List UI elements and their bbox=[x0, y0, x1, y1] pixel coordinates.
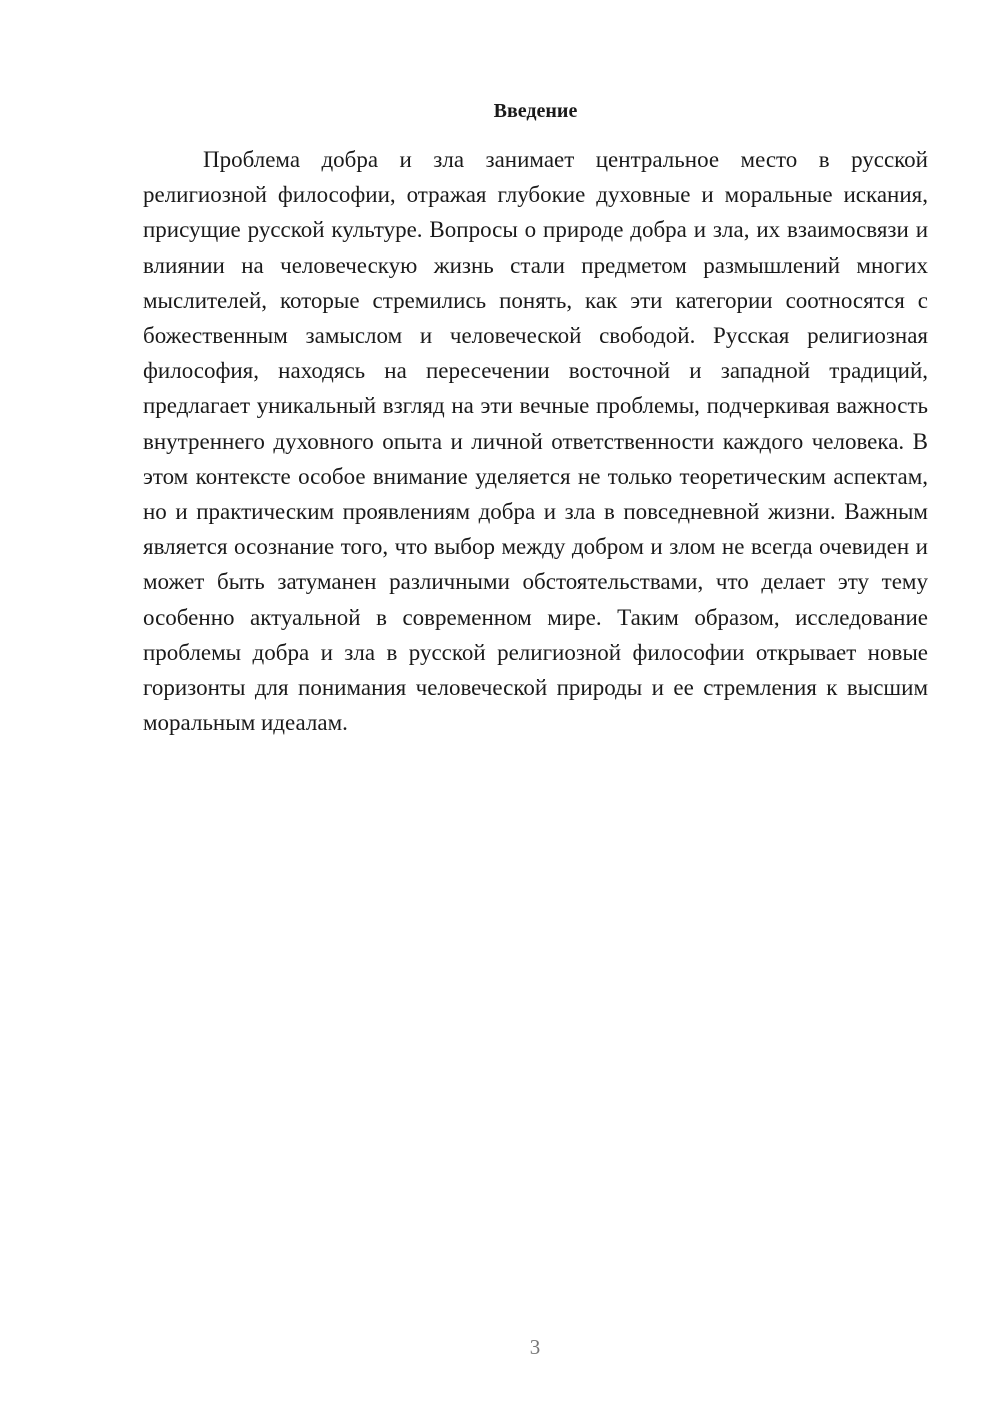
body-paragraph: Проблема добра и зла занимает центральное место в русской религиозной философии, отражая глубокие духовные и моральные искания, присущие русской культуре. Вопросы о природе добра и зла, их взаимосвязи и влиянии на человеческую жизнь стали предметом размышлений многих мыслителей, которые стремились понять, как эти категории соотносятся с божественным замыслом и человеческой свободой. Русская религиозная философия, находясь на пересечении восточной и западной традиций, предлагает уникальный взгляд на эти вечные проблемы, подчеркивая важность внутреннего духовного опыта и личной ответственности каждого человека. В этом контексте особое внимание уделяется не только теоретическим аспектам, но и практическим проявлениям добра и зла в повседневной жизни. Важным является осознание того, что выбор между добром и злом не всегда очевиден и может быть затуманен различными обстоятельствами, что делает эту тему особенно актуальной в современном мире. Таким образом, исследование проблемы добра и зла в русской религиозной философии открывает новые горизонты для понимания человеческой природы и ее стремления к высшим моральным идеалам. bbox=[143, 147, 928, 736]
section-heading: Введение bbox=[493, 100, 578, 122]
page-number: 3 bbox=[529, 1335, 541, 1359]
